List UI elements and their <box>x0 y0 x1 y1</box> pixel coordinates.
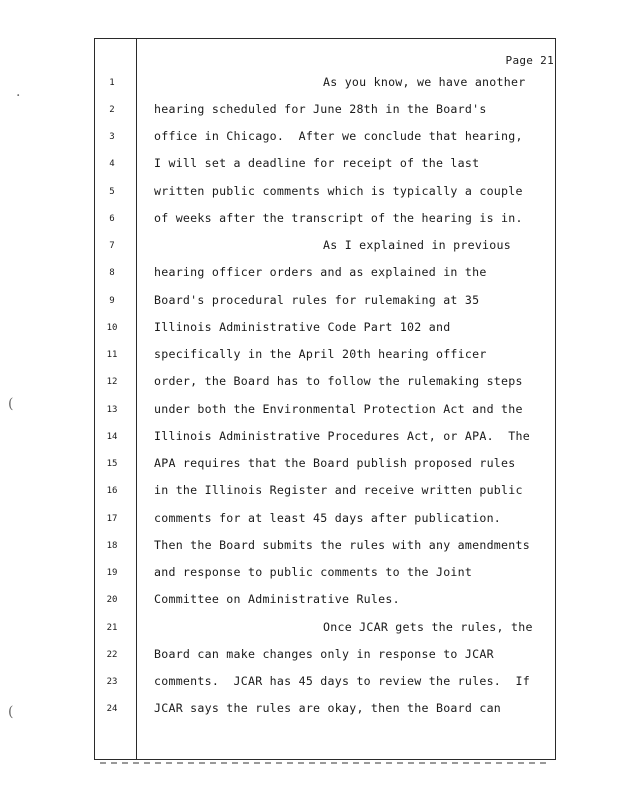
transcript-line: office in Chicago. After we conclude that hearing, <box>154 129 523 143</box>
line-number: 3 <box>109 132 115 142</box>
transcript-line: hearing officer orders and as explained in the <box>154 265 487 279</box>
transcript-line: JCAR says the rules are okay, then the Board can <box>154 701 502 715</box>
line-number: 7 <box>109 241 115 251</box>
transcript-line: Board's procedural rules for rulemaking at 35 <box>154 293 480 307</box>
page-number: Page 21 <box>505 54 554 67</box>
transcript-line: Illinois Administrative Procedures Act, or APA. The <box>154 429 530 443</box>
line-number: 14 <box>106 432 118 442</box>
transcript-line: and response to public comments to the Joint <box>154 565 473 579</box>
line-number: 19 <box>106 568 118 578</box>
transcript-line: Once JCAR gets the rules, the <box>323 620 533 634</box>
line-number: 4 <box>109 159 115 169</box>
line-number: 9 <box>109 296 115 306</box>
scan-mark: · <box>16 88 21 104</box>
line-number: 21 <box>106 623 118 633</box>
transcript-line: I will set a deadline for receipt of the last <box>154 156 480 170</box>
transcript-line: Illinois Administrative Code Part 102 and <box>154 320 451 334</box>
line-number: 8 <box>109 268 115 278</box>
transcript-line: hearing scheduled for June 28th in the Board's <box>154 102 487 116</box>
transcript-line: As you know, we have another <box>323 75 526 89</box>
line-number: 11 <box>106 350 118 360</box>
line-number: 20 <box>106 595 118 605</box>
line-number: 13 <box>106 405 118 415</box>
transcript-line: of weeks after the transcript of the hearing is in. <box>154 211 523 225</box>
transcript-line: under both the Environmental Protection Act and the <box>154 402 523 416</box>
line-number: 15 <box>106 459 118 469</box>
line-number: 22 <box>106 650 118 660</box>
line-number: 6 <box>109 214 115 224</box>
line-number: 5 <box>109 187 115 197</box>
line-number: 23 <box>106 677 118 687</box>
transcript-line: Committee on Administrative Rules. <box>154 592 400 606</box>
transcript-line: As I explained in previous <box>323 238 511 252</box>
transcript-line: written public comments which is typically a couple <box>154 184 523 198</box>
scan-mark: ( <box>8 704 14 720</box>
line-number-margin-rule <box>136 38 137 760</box>
line-number: 16 <box>106 486 118 496</box>
transcript-line: specifically in the April 20th hearing officer <box>154 347 487 361</box>
transcript-line: Then the Board submits the rules with any amendments <box>154 538 530 552</box>
line-number: 12 <box>106 377 118 387</box>
transcript-line: comments. JCAR has 45 days to review the rules. If <box>154 674 530 688</box>
transcript-line: order, the Board has to follow the rulemaking steps <box>154 374 523 388</box>
line-number: 17 <box>106 514 118 524</box>
line-number: 24 <box>106 704 118 714</box>
footer-scan-artifact <box>100 762 550 764</box>
line-number: 10 <box>106 323 118 333</box>
line-number: 2 <box>109 105 115 115</box>
transcript-line: Board can make changes only in response to JCAR <box>154 647 494 661</box>
line-number: 1 <box>109 78 115 88</box>
scan-mark: ( <box>8 396 14 412</box>
line-number: 18 <box>106 541 118 551</box>
transcript-line: APA requires that the Board publish proposed rules <box>154 456 516 470</box>
transcript-line: in the Illinois Register and receive written public <box>154 483 523 497</box>
transcript-line: comments for at least 45 days after publication. <box>154 511 502 525</box>
